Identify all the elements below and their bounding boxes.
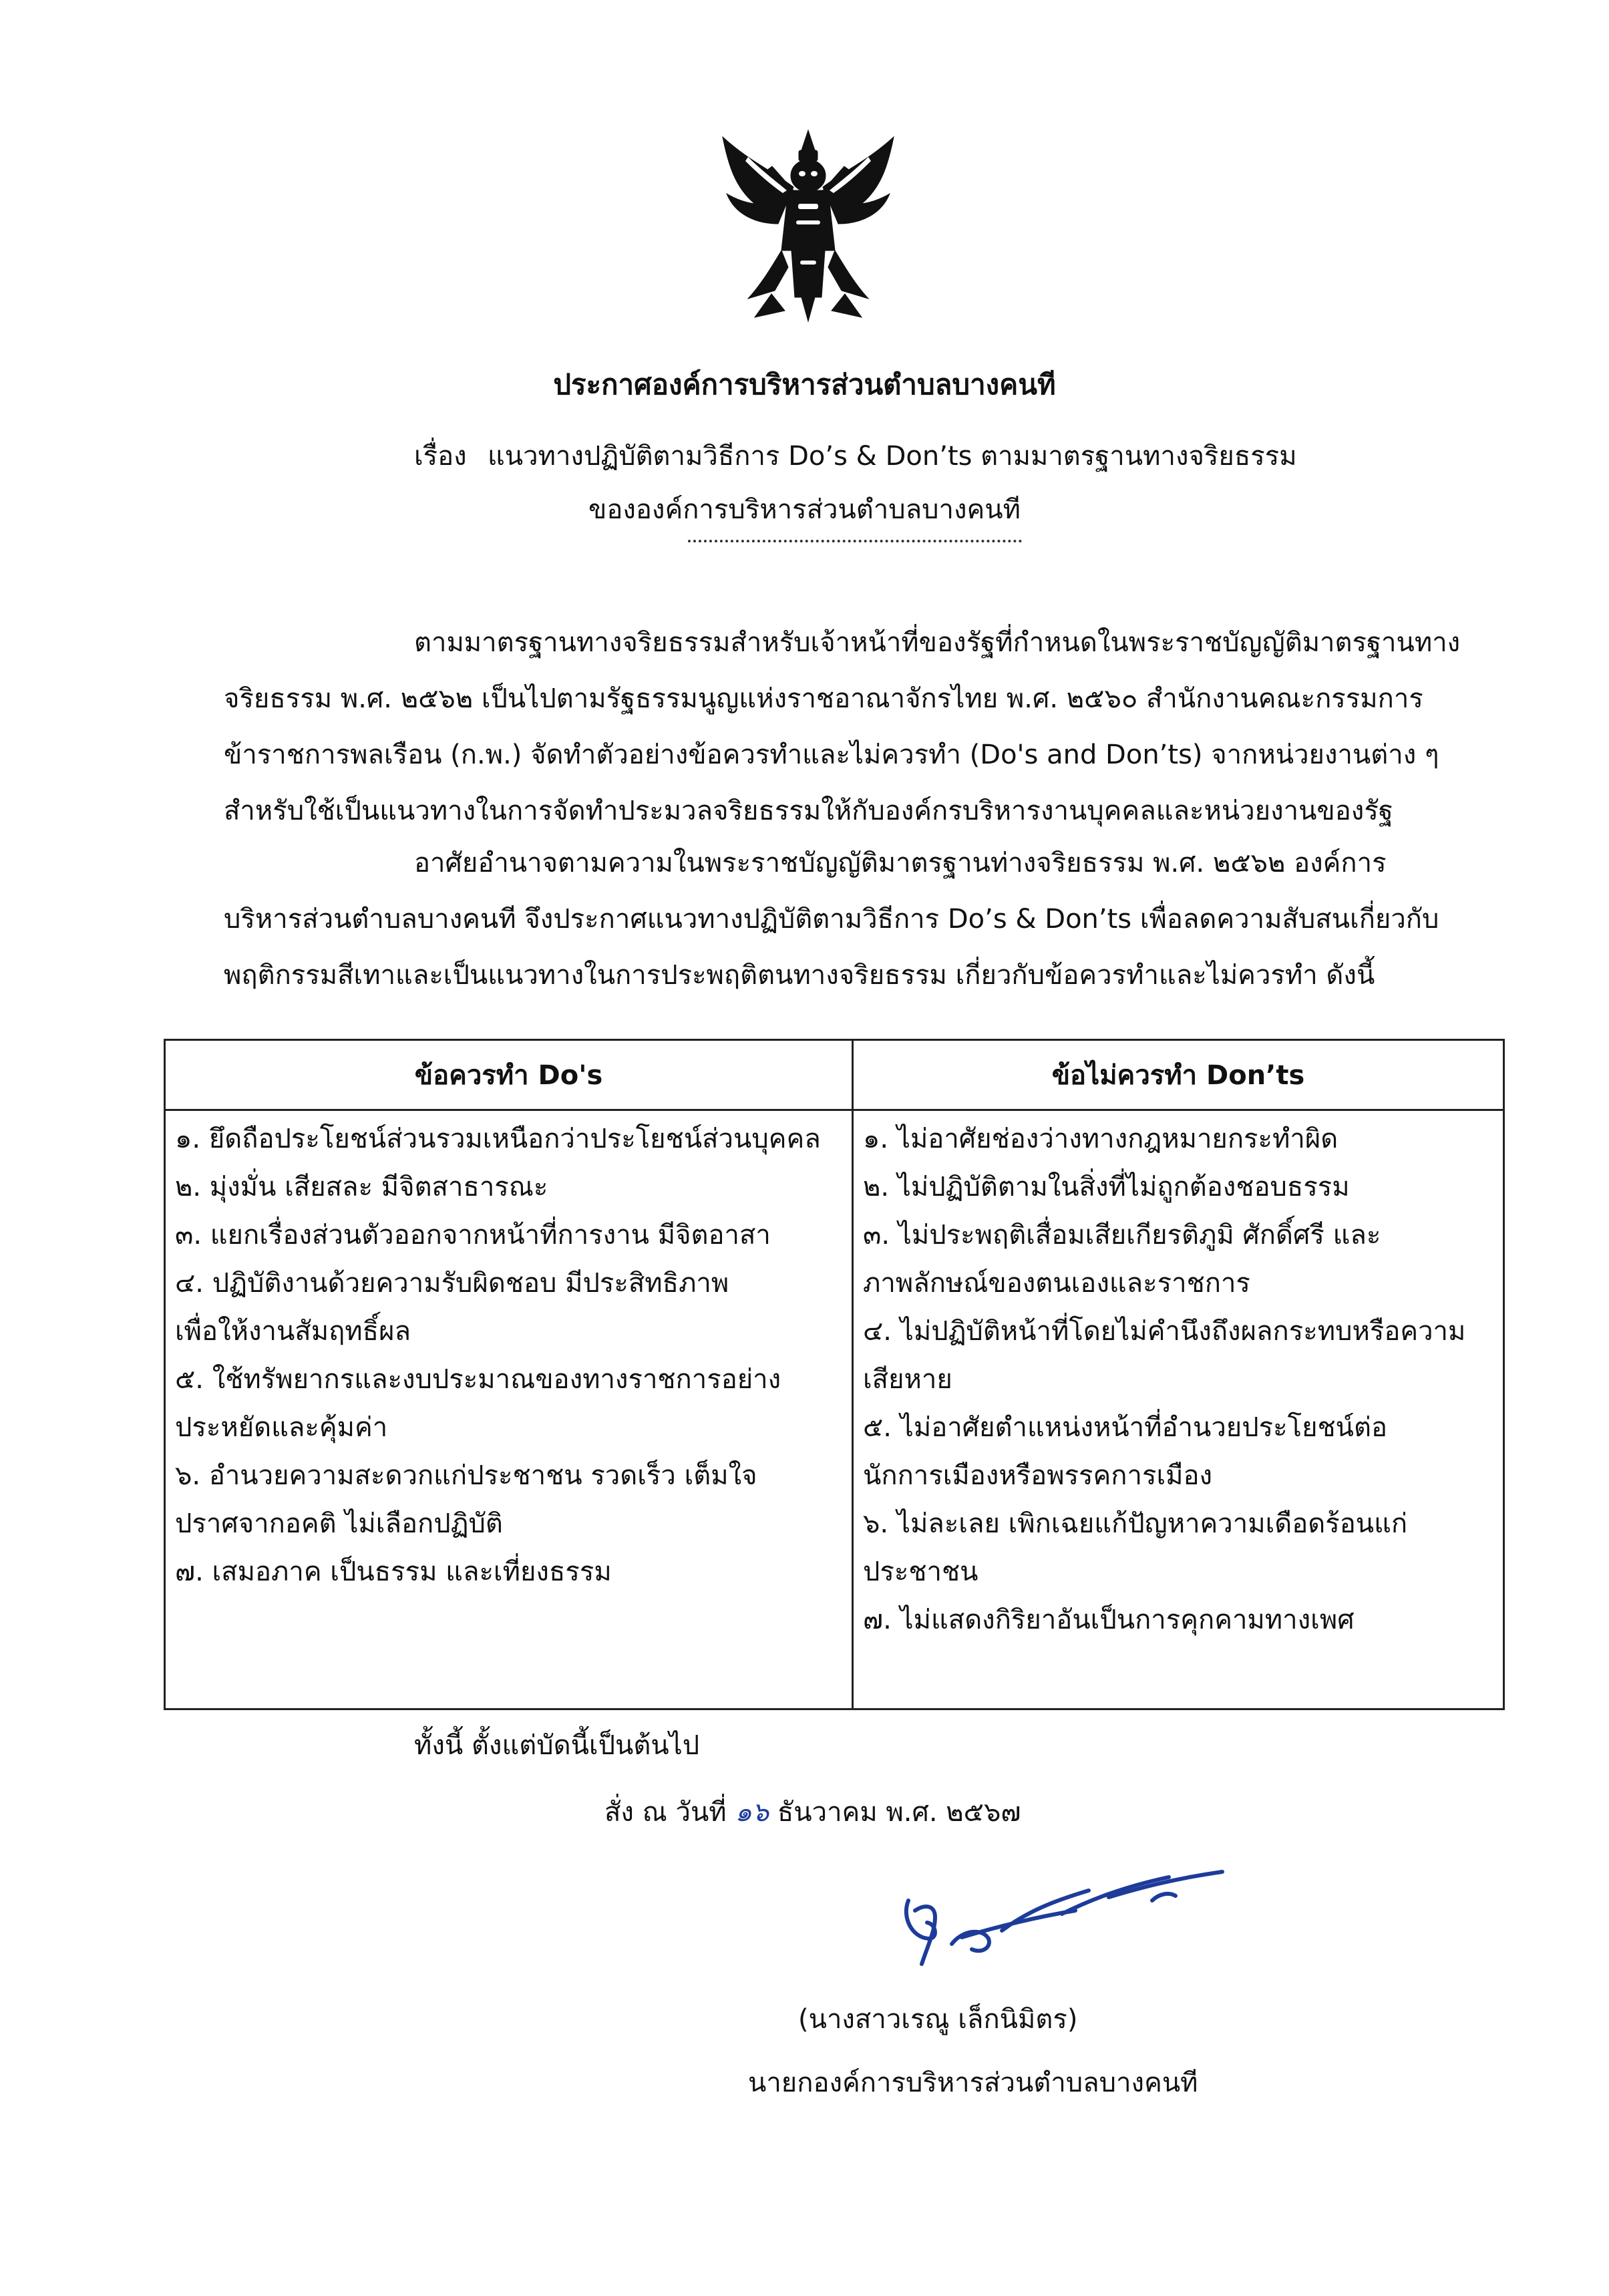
donts-line: เสียหาย <box>863 1364 952 1395</box>
order-date <box>604 1794 1021 1831</box>
subject-label: เรื่อง <box>414 441 467 472</box>
paragraph-1-line-1: ตามมาตรฐานทางจริยธรรมสำหรับเจ้าหน้าที่ของรัฐที่กำหนดในพระราชบัญญัติมาตรฐานทาง <box>414 627 1461 658</box>
donts-line: ๖. ไม่ละเลย เพิกเฉยแก้ปัญหาความเดือดร้อนแก่ <box>863 1508 1408 1539</box>
date-suffix: ธันวาคม พ.ศ. ๒๕๖๗ <box>777 1797 1021 1828</box>
dos-line: ๓. แยกเรื่องส่วนตัวออกจากหน้าที่การงาน มีจิตอาสา <box>175 1220 771 1251</box>
garuda-emblem-icon <box>708 124 908 324</box>
dos-line: ๔. ปฏิบัติงานด้วยความรับผิดชอบ มีประสิทธิภาพ <box>175 1268 729 1299</box>
dos-line: ปราศจากอคติ ไม่เลือกปฏิบัติ <box>175 1508 503 1539</box>
dos-line: ๑. ยึดถือประโยชน์ส่วนรวมเหนือกว่าประโยชน์ส่วนบุคคล <box>175 1124 821 1154</box>
subject-text-line2: ขององค์การบริหารส่วนตำบลบางคนที <box>588 494 1021 525</box>
dos-line: เพื่อให้งานสัมฤทธิ์ผล <box>175 1316 411 1347</box>
paragraph-1 <box>224 615 1476 839</box>
subject-line <box>414 438 1297 475</box>
date-day: ๑๖ <box>735 1797 769 1828</box>
dos-line: ๕. ใช้ทรัพยากรและงบประมาณของทางราชการอย่าง <box>175 1364 781 1395</box>
dos-line: ๒. มุ่งมั่น เสียสละ มีจิตสาธารณะ <box>175 1172 548 1202</box>
dos-line: ๗. เสมอภาค เป็นธรรม และเที่ยงธรรม <box>175 1556 612 1587</box>
dos-list <box>165 1110 853 1709</box>
donts-line: ๕. ไม่อาศัยตำแหน่งหน้าที่อำนวยประโยชน์ต่อ <box>863 1412 1387 1443</box>
dotted-separator <box>688 540 1022 542</box>
date-prefix: สั่ง ณ วันที่ <box>604 1797 727 1828</box>
donts-list <box>853 1110 1504 1709</box>
donts-line: ๑. ไม่อาศัยช่องว่างทางกฎหมายกระทำผิด <box>863 1124 1338 1154</box>
donts-line: ๒. ไม่ปฏิบัติตามในสิ่งที่ไม่ถูกต้องชอบธรรม <box>863 1172 1350 1202</box>
dos-donts-table <box>164 1039 1505 1710</box>
signer-name: (นางสาวเรณู เล็กนิมิตร) <box>798 2004 1078 2035</box>
dos-line: ๖. อำนวยความสะดวกแก่ประชาชน รวดเร็ว เต็มใจ <box>175 1460 757 1491</box>
paragraph-2-line-2: บริหารส่วนตำบลบางคนที จึงประกาศแนวทางปฏิบัติตามวิธีการ Do’s & Don’ts เพื่อลดความสับสนเกี่ยวกับ <box>224 904 1439 935</box>
effective-statement: ทั้งนี้ ตั้งแต่บัดนี้เป็นต้นไป <box>414 1730 700 1761</box>
paragraph-2-line-1: อาศัยอำนาจตามความในพระราชบัญญัติมาตรฐานท่างจริยธรรม พ.ศ. ๒๕๖๒ องค์การ <box>414 848 1387 878</box>
subject-text-line1: แนวทางปฏิบัติตามวิธีการ Do’s & Don’ts ตามมาตรฐานทางจริยธรรม <box>488 441 1297 472</box>
donts-line: ๓. ไม่ประพฤติเสื่อมเสียเกียรติภูมิ ศักดิ์ศรี และ <box>863 1220 1381 1251</box>
paragraph-2-line-3: พฤติกรรมสีเทาและเป็นแนวทางในการประพฤติตนทางจริยธรรม เกี่ยวกับข้อควรทำและไม่ควรทำ ดังนี้ <box>224 960 1375 991</box>
dos-header: ข้อควรทำ Do's <box>165 1040 853 1110</box>
donts-line: ประชาชน <box>863 1556 978 1587</box>
donts-line: ๗. ไม่แสดงกิริยาอันเป็นการคุกคามทางเพศ <box>863 1605 1355 1635</box>
dos-line: ประหยัดและคุ้มค่า <box>175 1412 388 1443</box>
page-title: ประกาศองค์การบริหารส่วนตำบลบางคนที <box>553 368 1056 401</box>
paragraph-2 <box>224 835 1476 1003</box>
signer-position: นายกองค์การบริหารส่วนตำบลบางคนที <box>748 2068 1198 2098</box>
paragraph-1-line-4: สำหรับใช้เป็นแนวทางในการจัดทำประมวลจริยธรรมให้กับองค์กรบริหารงานบุคคลและหน่วยงานของรัฐ <box>224 796 1393 826</box>
paragraph-1-line-3: ข้าราชการพลเรือน (ก.พ.) จัดทำตัวอย่างข้อควรทำและไม่ควรทำ (Do's and Don’ts) จากหน่วยงานต่าง ๆ <box>224 740 1439 770</box>
donts-line: ภาพลักษณ์ของตนเองและราชการ <box>863 1268 1250 1299</box>
donts-line: นักการเมืองหรือพรรคการเมือง <box>863 1460 1213 1491</box>
handwritten-signature <box>888 1864 1236 1977</box>
donts-line: ๔. ไม่ปฏิบัติหน้าที่โดยไม่คำนึงถึงผลกระทบหรือความ <box>863 1316 1466 1347</box>
paragraph-1-line-2: จริยธรรม พ.ศ. ๒๕๖๒ เป็นไปตามรัฐธรรมนูญแห่งราชอาณาจักรไทย พ.ศ. ๒๕๖๐ สำนักงานคณะกรรมการ <box>224 683 1423 714</box>
donts-header: ข้อไม่ควรทำ Don’ts <box>853 1040 1504 1110</box>
